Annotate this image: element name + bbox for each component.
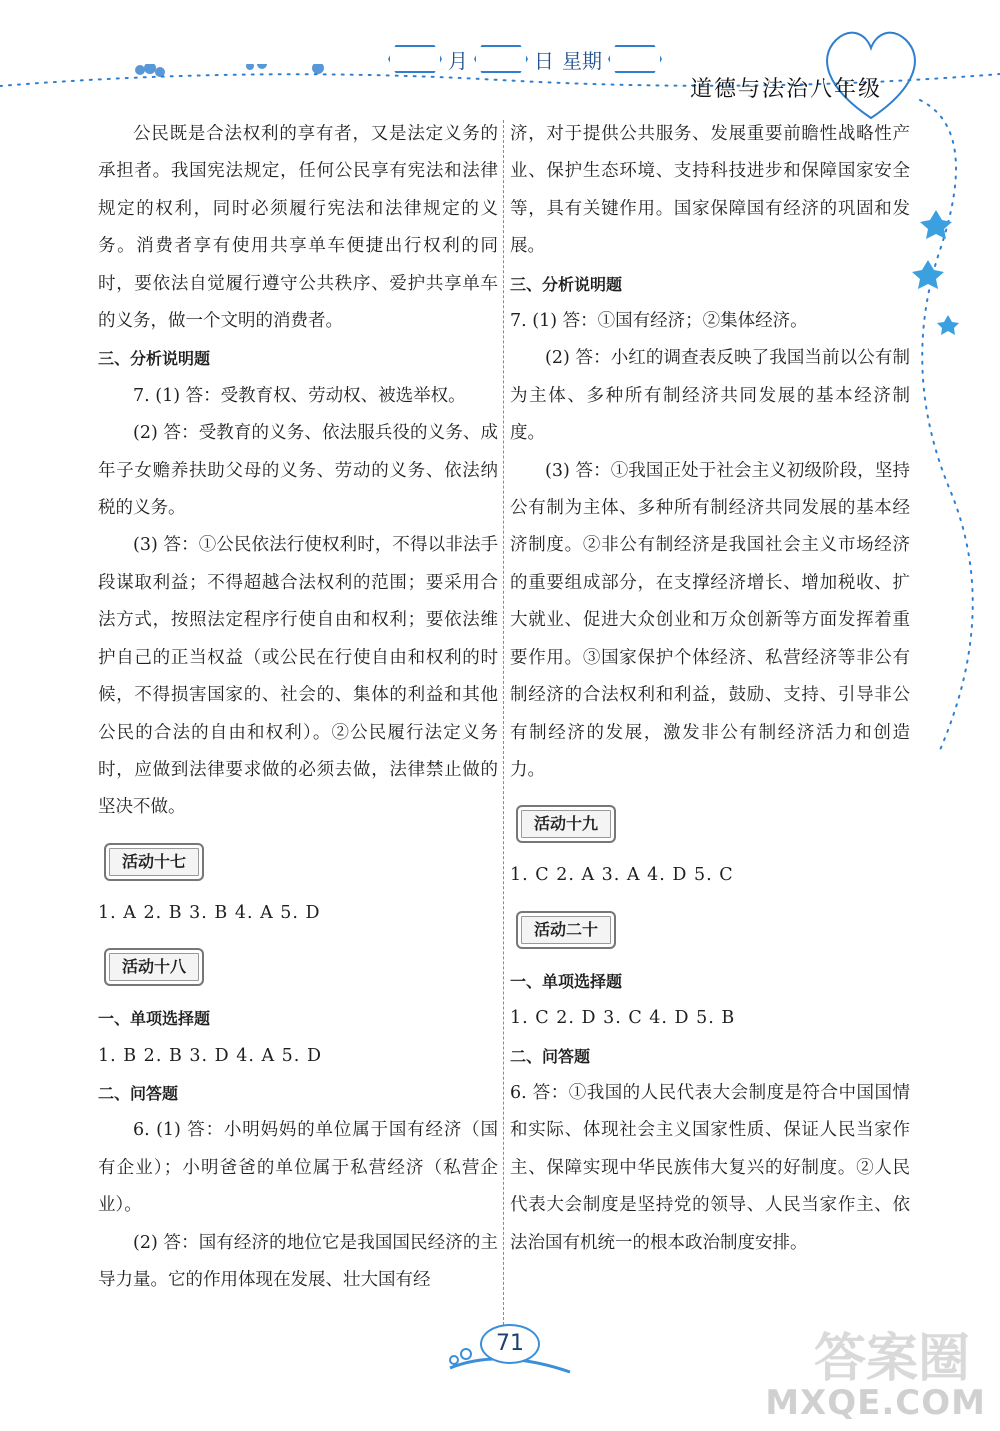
answer-paragraph: 公民既是合法权利的享有者，又是法定义务的承担者。我国宪法规定，任何公民享有宪法和法律规定的权利，同时必须履行宪法和法律规定的义务。消费者享有使用共享单车便捷出行权利的同时，要依法自觉履行遵守公共秩序、爱护共享单车的义务，做一个文明的消费者。: [98, 124, 498, 332]
subject-title: 道德与法治八年级: [689, 77, 882, 102]
side-dotted-border: [900, 90, 1000, 760]
answer-q7-1: 7. (1) 答：受教育权、劳动权、被选举权。: [133, 385, 466, 406]
section-heading: 三、分析说明题: [510, 274, 623, 294]
section-heading: 一、单项选择题: [98, 1009, 211, 1029]
watermark: MXQE.COM: [765, 1383, 986, 1423]
section-heading: 二、问答题: [510, 1046, 591, 1066]
month-field: [388, 45, 442, 73]
month-label: 月: [448, 48, 468, 73]
choice-answers: 1. C 2. A 3. A 4. D 5. C: [510, 865, 734, 886]
activity-badge: 活动十九: [516, 805, 616, 843]
activity-badge: 活动十七: [104, 843, 204, 881]
answer-q7-2: (2) 答：小红的调查表反映了我国当前以公有制为主体、多种所有制经济共同发展的基本经济制度。: [510, 348, 910, 444]
answer-paragraph: 济，对于提供公共服务、发展重要前瞻性战略性产业、保护生态环境、支持科技进步和保障国家安全等，具有关键作用。国家保障国有经济的巩固和发展。: [510, 124, 910, 257]
answer-q7-3: (3) 答：①我国正处于社会主义初级阶段，坚持公有制为主体、多种所有制经济共同发展的基本经济制度。②非公有制经济是我国社会主义市场经济的重要组成部分，在支撑经济增长、增加税收、扩大就业、促进大众创业和万众创新等方面发挥着重要作用。③国家保护个体经济、私营经济等非公有制经济的合法权利和利益，鼓励、支持、引导非公有制经济的发展，激发非公有制经济活力和创造力。: [510, 460, 910, 780]
answer-q6-2: (2) 答：国有经济的地位它是我国国民经济的主导力量。它的作用体现在发展、壮大国有经: [98, 1232, 498, 1290]
answer-q6-1: 6. (1) 答：小明妈妈的单位属于国有经济（国有企业）；小明爸爸的单位属于私营经济（私营企业）。: [98, 1120, 498, 1216]
answer-q7-3: (3) 答：①公民依法行使权利时，不得以非法手段谋取利益；不得超越合法权利的范围；要采用合法方式，按照法定程序行使自由和权利；要依法维护自己的正当权益（或公民在行使自由和权利的时候，不得损害国家的、社会的、集体的利益和其他公民的合法的自由和权利）。②公民履行法定义务时，应做到法律要求做的必须去做，法律禁止做的坚决不做。: [98, 535, 498, 818]
weekday-field: [608, 45, 662, 73]
weekday-label: 星期: [562, 48, 602, 73]
day-field: [474, 45, 528, 73]
section-heading: 三、分析说明题: [98, 349, 211, 369]
section-heading: 一、单项选择题: [510, 971, 623, 991]
right-column: [510, 116, 910, 1262]
page-number: 71: [480, 1324, 540, 1364]
date-fields: [388, 44, 662, 74]
page-number-area: [440, 1318, 580, 1378]
answer-q7-2: (2) 答：受教育的义务、依法服兵役的义务、成年子女赡养扶助父母的义务、劳动的义务、依法纳税的义务。: [98, 423, 498, 519]
section-heading: 二、问答题: [98, 1083, 179, 1103]
choice-answers: 1. A 2. B 3. B 4. A 5. D: [98, 902, 321, 923]
answer-q7-1: 7. (1) 答：①国有经济；②集体经济。: [510, 311, 808, 332]
choice-answers: 1. C 2. D 3. C 4. D 5. B: [510, 1008, 736, 1029]
answer-q6: 6. 答：①我国的人民代表大会制度是符合中国国情和实际、体现社会主义国家性质、保证人民当家作主、保障实现中华民族伟大复兴的好制度。②人民代表大会制度是坚持党的领导、人民当家作主、依法治国有机统一的根本政治制度安排。: [510, 1082, 910, 1253]
activity-badge: 活动十八: [104, 948, 204, 986]
left-column: [98, 116, 498, 1299]
day-label: 日: [534, 48, 554, 73]
column-divider: [503, 120, 504, 1330]
watermark-logo: 答案圈: [813, 1329, 970, 1389]
activity-badge: 活动二十: [516, 911, 616, 949]
choice-answers: 1. B 2. B 3. D 4. A 5. D: [98, 1045, 322, 1066]
